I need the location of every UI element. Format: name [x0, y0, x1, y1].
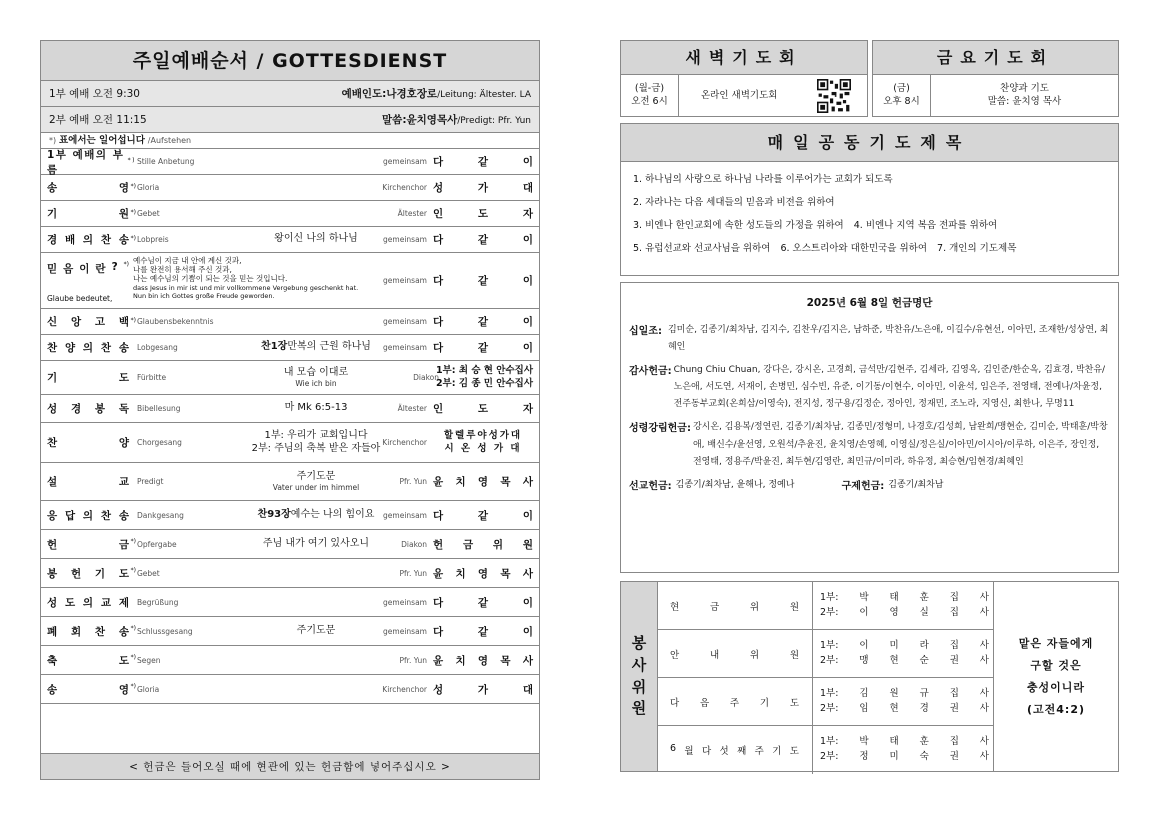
order-item-person: 성 가 대 [433, 683, 533, 696]
order-item-content: 마 Mk 6:5-13 [284, 402, 348, 414]
order-item-name: 헌 금 *) [47, 538, 136, 551]
order-item-role-de: Kirchenchor [382, 684, 427, 694]
order-item-role-de: gemeinsam [383, 317, 427, 326]
service2-preacher: 말씀:윤치영목사/Predigt: Pfr. Yun [382, 114, 531, 126]
anthem-role-de: Kirchenchor [382, 438, 427, 447]
order-item-person: 윤 치 영 목 사 [433, 567, 533, 580]
tithe-section: 십일조: 김미순, 김종기/최차남, 김지수, 김찬우/김지은, 남하준, 박찬유/노은애, 이길수/유현선, 이아민, 조재한/성상연, 최혜인 [629, 325, 1109, 353]
order-item-de: Lobpreis [137, 235, 169, 244]
mission-relief-section: 선교헌금: 김종기/최차남, 윤해나, 정예나 구제헌금: 김종기/최차남 [629, 479, 944, 492]
order-item-role-de: gemeinsam [383, 343, 427, 352]
prayer-de: Fürbitte [137, 373, 167, 382]
friday-prayer-box [872, 40, 1119, 117]
dawn-title: 새벽기도회 [621, 41, 867, 75]
bible-verse: 맡은 자들에게 구할 것은 충성이니라 (고전4:2) [993, 582, 1118, 771]
order-item-role-de: Diakon [401, 539, 427, 549]
daily-prayer-item: 5. 유럽선교와 선교사님을 위하여 6. 오스트리아와 대한민국을 위하여 7. 개인의 기도제목 [633, 243, 1017, 254]
service2-time: 2부 예배 오전 11:15 [49, 114, 147, 126]
order-item-content: 왕이신 나의 하나님 [274, 233, 358, 245]
volunteer-row [658, 630, 993, 678]
order-row [41, 530, 539, 559]
daily-title: 매일공동기도제목 [621, 124, 1118, 162]
order-item-person: 다 같 이 [433, 342, 533, 354]
order-row [41, 149, 539, 175]
prayer-row [41, 361, 539, 395]
anthem-de: Chorgesang [137, 438, 182, 447]
daily-prayer-box [620, 123, 1119, 276]
order-row [41, 227, 539, 253]
volunteer-names: 1부: 이 미 라 집 사 2부: 맹 현 순 권 사 [820, 639, 989, 666]
order-item-role-de: gemeinsam [383, 235, 427, 244]
order-item-role-de: Ältester [397, 404, 427, 413]
order-row [41, 675, 539, 704]
volunteer-role: 현 금 위 원 [658, 582, 813, 629]
order-item-content: 찬1장만복의 근원 하나님 [261, 341, 371, 353]
volunteer-role: 안 내 위 원 [658, 630, 813, 677]
friday-title: 금요기도회 [873, 41, 1118, 75]
prayer-role-de: Diakon [413, 373, 439, 382]
order-item-de: Predigt [137, 477, 164, 486]
friday-desc: 찬양과 기도 말씀: 윤치영 목사 [987, 83, 1062, 107]
order-item-de: Stille Anbetung [137, 157, 195, 166]
order-item-name: 경 배 의 찬 송 *) [47, 234, 136, 246]
order-item-de: Dankgesang [137, 510, 184, 520]
order-item-de: Glaubensbekenntnis [137, 317, 214, 326]
order-item-name: 신 앙 고 백 *) [47, 316, 136, 328]
order-row [41, 559, 539, 588]
order-item-name: 폐 회 찬 송 *) [47, 625, 136, 638]
order-item-name: 봉 헌 기 도 *) [47, 567, 136, 580]
prayer-label: 기 도 [47, 372, 129, 384]
order-item-name: 찬 양 의 찬 송 [47, 342, 129, 354]
order-item-de: Gebet [137, 568, 160, 578]
daily-prayer-item: 1. 하나님의 사랑으로 하나님 나라를 이루어가는 교회가 되도록 [633, 174, 893, 185]
pentecost-section: 성령강림헌금: 강시온, 김용복/정연린, 김종기/최차남, 김종민/정형미, 나경호/김성희, 남완희/맹현순, 김미순, 박태훈/박창애, 배신수/윤선영, 오원석/추윤진, 윤치영/손영혜, 이영실/정은실/이아민/이시아/이루하, 이은주, 장인정, 전영태, 정용주/박윤진, 최두현/김영란, 최민규/이미라, 하유정, 최승현/임현경/최혜인 [629, 422, 1108, 467]
standing-note: *) 표에서는 일어섭니다 /Aufstehen [41, 133, 539, 149]
order-item-name: 응 답 의 찬 송 [47, 509, 129, 522]
order-item-content [216, 201, 416, 226]
thanks-section: 감사헌금: Chung Chiu Chuan, 강다은, 강시온, 고경희, 금석만/김현주, 김세라, 김영옥, 김인준/한순옥, 김효경, 박찬유/노은애, 서도연, 서재이, 손병민, 심수빈, 유준, 이기동/이현수, 이아민, 이윤석, 임은주, 전영태, 전예나/차윤정, 전주동부교회(온희삼/이영숙), 전지성, 정구용/김정순, 정아인, 정재민, 조노라, 지영신, 최한나, 무명11 [629, 365, 1106, 410]
service1-info [41, 81, 539, 107]
order-row [41, 309, 539, 335]
order-item-person: 다 같 이 [433, 156, 533, 168]
worship-title: 주일예배순서 / GOTTESDIENST [41, 41, 539, 81]
volunteer-row [658, 678, 993, 726]
order-item-person: 다 같 이 [433, 234, 533, 246]
order-row [41, 501, 539, 530]
order-item-role-de: Ältester [397, 209, 427, 218]
volunteers-label: 봉 사 위 원 [621, 582, 658, 771]
anthem-row [41, 423, 539, 463]
order-item-name: 기 원 *) [47, 208, 136, 220]
order-item-name: 송 영 *) [47, 182, 136, 194]
worship-order-panel [40, 40, 540, 780]
anthem-content: 1부: 우리가 교회입니다 2부: 주님의 축복 받은 자들아 [251, 430, 381, 454]
order-row [41, 617, 539, 646]
anthem-label: 찬 양 [47, 437, 129, 449]
order-item-de: Lobgesang [137, 343, 178, 352]
order-item-person: 다 같 이 [433, 509, 533, 522]
offering-notice: < 헌금은 들어오실 때에 현관에 있는 헌금함에 넣어주십시오 > [41, 753, 539, 779]
service1-time: 1부 예배 오전 9:30 [49, 88, 140, 100]
service2-info [41, 107, 539, 133]
prayer-content: 내 모습 이대로 Wie ich bin [283, 366, 349, 389]
order-row [41, 335, 539, 361]
order-item-person: 윤 치 영 목 사 [433, 654, 533, 667]
volunteer-names: 1부: 김 원 규 집 사 2부: 임 현 경 권 사 [820, 687, 989, 714]
order-item-person: 헌 금 위 원 [433, 538, 533, 551]
order-item-name: 1부 예배의 부름 *) [47, 148, 136, 176]
order-item-person: 성 가 대 [433, 182, 533, 194]
qr-code-icon[interactable] [817, 79, 851, 113]
order-row [41, 175, 539, 201]
anthem-choirs: 할렐루야성가대 시 온 성 가 대 [443, 429, 523, 454]
dawn-desc: 온라인 새벽기도회 [701, 89, 778, 101]
order-item-role-de: Kirchenchor [382, 183, 427, 192]
order-item-role-de: Pfr. Yun [399, 568, 427, 578]
order-item-role-de: gemeinsam [383, 626, 427, 636]
order-item-person: 인 도 자 [433, 208, 533, 220]
order-item-role-de: gemeinsam [383, 597, 427, 607]
order-item-person: 다 같 이 [433, 596, 533, 609]
creed-person: 다 같 이 [433, 275, 533, 287]
volunteer-row [658, 726, 993, 774]
order-item-person: 다 같 이 [433, 625, 533, 638]
friday-schedule: (금) 오후 8시 [873, 75, 931, 117]
volunteer-row [658, 582, 993, 630]
volunteer-role: 다 음 주 기 도 [658, 678, 813, 725]
order-item-content: 주님 내가 여기 있사오니 [262, 537, 370, 549]
order-item-de: Begrüßung [137, 597, 179, 607]
order-item-name: 성 경 봉 독 [47, 403, 129, 415]
creed-de-label: Glaube bedeutet, [47, 294, 113, 303]
offering-date: 2025년 6월 8일 헌금명단 [806, 297, 933, 309]
order-item-de: Gloria [137, 684, 160, 694]
order-row [41, 646, 539, 675]
creed-role-de: gemeinsam [383, 276, 427, 285]
order-item-name: 송 영 *) [47, 683, 136, 696]
daily-prayer-item: 3. 비엔나 한인교회에 속한 성도들의 가정을 위하여 4. 비엔나 지역 복음 전파를 위하여 [633, 220, 998, 231]
creed-text: 예수님이 지금 내 안에 계신 것과, 나를 완전히 용서해 주신 것과, 나는 예수님의 기쁨이 되는 것을 믿는 것입니다. dass Jesus in mir ist und mir vollkommene Vergebung geschenkt hat. Nun bin ich Gottes große Freude geworden. [133, 256, 359, 301]
creed-label: 믿 음 이 란 ? *) [47, 261, 129, 275]
order-item-person: 윤 치 영 목 사 [433, 476, 533, 488]
order-item-content: 주기도문 [296, 624, 336, 636]
dawn-schedule: (월-금) 오전 6시 [621, 75, 679, 117]
volunteer-names: 1부: 박 태 훈 집 사 2부: 정 미 숙 권 사 [820, 736, 989, 762]
order-item-de: Segen [137, 655, 161, 665]
volunteer-names: 1부: 박 태 훈 집 사 2부: 이 영 실 집 사 [820, 591, 989, 618]
order-item-name: 성 도 의 교 제 [47, 596, 129, 609]
order-item-de: Gloria [137, 183, 160, 192]
order-row [41, 588, 539, 617]
volunteer-role: 6 월 다 섯 째 주 기 도 [658, 726, 813, 774]
order-item-de: Opfergabe [137, 539, 177, 549]
daily-prayer-item: 2. 자라나는 다음 세대들의 믿음과 비전을 위하여 [633, 197, 835, 208]
order-item-de: Schlussgesang [137, 626, 193, 636]
order-item-content [216, 646, 416, 674]
order-row [41, 201, 539, 227]
prayer-persons: 1부: 최 승 현 안수집사 2부: 김 종 민 안수집사 [435, 364, 533, 389]
service1-leader: 예배인도:나경호장로/Leitung: Ältester. LA [341, 88, 531, 100]
dawn-prayer-box [620, 40, 868, 117]
order-row [41, 463, 539, 501]
order-rows [41, 149, 539, 704]
order-item-role-de: gemeinsam [383, 157, 427, 166]
order-item-person: 인 도 자 [433, 403, 533, 415]
creed-row [41, 253, 539, 309]
order-item-person: 다 같 이 [433, 316, 533, 328]
order-row [41, 395, 539, 423]
volunteers-box [620, 581, 1119, 772]
order-item-role-de: gemeinsam [383, 510, 427, 520]
order-item-name: 설 교 [47, 476, 129, 488]
order-item-content [216, 559, 416, 587]
order-item-de: Gebet [137, 209, 160, 218]
order-item-de: Bibellesung [137, 404, 181, 413]
daily-prayer-list [621, 162, 1118, 266]
offering-box [620, 282, 1119, 573]
order-item-content: 찬93장예수는 나의 힘이요 [257, 508, 375, 520]
order-item-role-de: Pfr. Yun [399, 655, 427, 665]
order-item-name: 축 도 *) [47, 654, 136, 667]
order-item-role-de: Pfr. Yun [399, 477, 427, 486]
order-item-content: 주기도문 Vater under im himmel [272, 470, 360, 493]
